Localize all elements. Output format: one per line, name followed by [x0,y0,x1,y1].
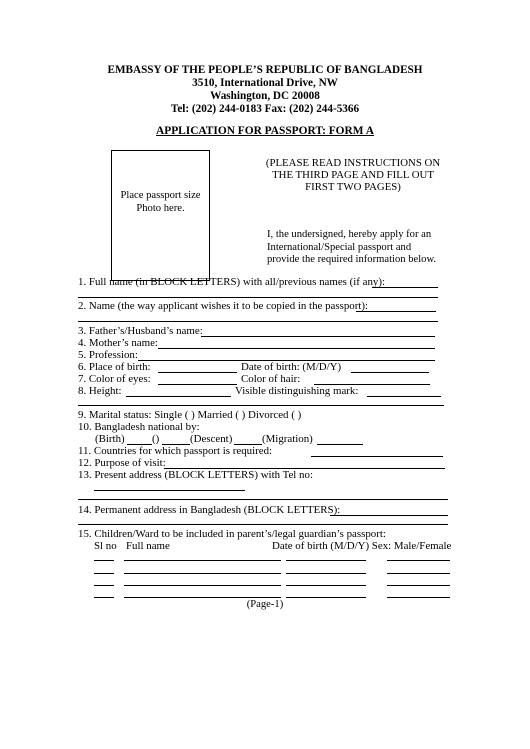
child-row-4-name[interactable] [124,597,281,598]
col-sl-no: Sl no [94,540,117,552]
field-height-line[interactable] [126,396,231,397]
field-profession-label: 5. Profession: [78,349,138,361]
form-title: APPLICATION FOR PASSPORT: FORM A [156,125,374,137]
child-row-1-name[interactable] [124,560,281,561]
declaration-text: I, the undersigned, hereby apply for an International/Special passport and provide the required information below. [267,229,437,266]
field-passport-name-line2[interactable] [78,321,438,322]
field-passport-name-line1[interactable] [356,311,436,312]
read-instructions-note: (PLEASE READ INSTRUCTIONS ON THE THIRD PAGE AND FILL OUT FIRST TWO PAGES) [265,157,441,193]
field-purpose-label: 12. Purpose of visit: [78,457,166,469]
field-eye-color-label: 7. Color of eyes: [78,373,151,385]
field-full-name-label: 1. Full name (in BLOCK LETTERS) with all/previous names (if any): [78,276,386,288]
child-row-3-sl[interactable] [94,585,114,586]
field-eye-color-line[interactable] [158,384,237,385]
field-date-of-birth-label: Date of birth: (M/D/Y) [241,361,342,373]
child-row-2-sl[interactable] [94,573,114,574]
child-row-2-dob[interactable] [286,573,366,574]
embassy-phone: Tel: (202) 244-0183 Fax: (202) 244-5366 [170,103,360,115]
field-distinguishing-mark-label: Visible distinguishing mark: [235,385,359,397]
field-full-name-line1[interactable] [372,287,438,288]
option-birth-label: (Birth) [95,433,125,445]
field-father-husband-label: 3. Father’s/Husband’s name: [78,325,203,337]
child-row-1-dob[interactable] [286,560,366,561]
child-row-3-dob[interactable] [286,585,366,586]
field-marital-status[interactable]: 9. Marital status: Single ( ) Married ( ) Divorced ( ) [78,409,302,421]
field-children-label: 15. Children/Ward to be included in parent’s/legal guardian’s passport: [78,528,386,540]
option-migration-label: (Migration) [262,433,313,445]
child-row-4-sl[interactable] [94,597,114,598]
field-distinguishing-mark-line2[interactable] [78,405,444,406]
field-countries-line[interactable] [311,456,443,457]
field-permanent-address-line1[interactable] [330,515,448,516]
field-mother-label: 4. Mother’s name: [78,337,158,349]
field-place-of-birth-line[interactable] [158,372,237,373]
field-national-by-label: 10. Bangladesh national by: [78,421,200,433]
field-permanent-address-label: 14. Permanent address in Bangladesh (BLOCK LETTERS): [78,504,341,516]
field-permanent-address-line2[interactable] [78,524,448,525]
field-mother-line[interactable] [158,348,435,349]
field-distinguishing-mark-line1[interactable] [367,396,441,397]
child-row-2-sex[interactable] [387,573,450,574]
embassy-name: EMBASSY OF THE PEOPLE’S REPUBLIC OF BANGLADESH [107,64,423,76]
field-full-name-line2[interactable] [78,297,438,298]
page-number: (Page-1) [246,599,284,610]
field-present-address-line[interactable] [94,490,245,491]
col-dob-sex: Date of birth (M/D/Y) Sex: Male/Female [272,540,452,552]
field-present-address-line2[interactable] [78,499,448,500]
field-place-of-birth-label: 6. Place of birth: [78,361,151,373]
child-row-4-dob[interactable] [286,597,366,598]
field-countries-label: 11. Countries for which passport is required: [78,445,273,457]
field-date-of-birth-line[interactable] [351,372,429,373]
option-descent-label: (Descent) [190,433,233,445]
embassy-city: Washington, DC 20008 [210,90,320,102]
col-full-name: Full name [126,540,170,552]
field-hair-color-label: Color of hair: [241,373,301,385]
option-migration-line[interactable] [317,444,363,445]
option-paren-label: () [152,433,160,445]
photo-instruction: Place passport size Photo here. [120,190,201,214]
child-row-3-sex[interactable] [387,585,450,586]
child-row-4-sex[interactable] [387,597,450,598]
field-passport-name-label: 2. Name (the way applicant wishes it to be copied in the passport): [78,300,369,312]
field-present-address-label: 13. Present address (BLOCK LETTERS) with Tel no: [78,469,313,481]
photo-box [111,150,210,281]
embassy-street: 3510, International Drive, NW [192,77,338,89]
child-row-1-sl[interactable] [94,560,114,561]
field-father-husband-line[interactable] [201,336,435,337]
child-row-3-name[interactable] [124,585,281,586]
field-height-label: 8. Height: [78,385,122,397]
child-row-2-name[interactable] [124,573,281,574]
child-row-1-sex[interactable] [387,560,450,561]
